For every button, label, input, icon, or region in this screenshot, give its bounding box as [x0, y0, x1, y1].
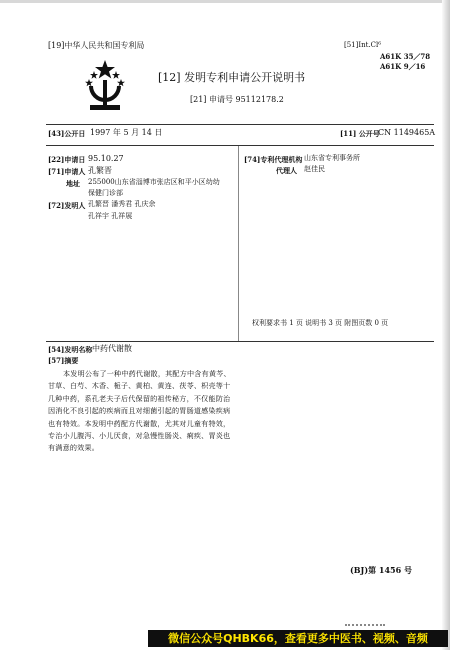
promo-banner: 微信公众号QHBK66，查看更多中医书、视频、音频 — [148, 630, 448, 647]
publication-number: CN 1149465A — [378, 128, 436, 137]
divider — [46, 341, 434, 342]
applicant-label: [71]申请人 — [48, 167, 86, 176]
class-code: A61K 9／16 — [380, 62, 426, 71]
inventor-label: [72]发明人 — [48, 201, 86, 210]
class-code: A61K 35／78 — [380, 52, 431, 61]
agent: 赵佳民 — [304, 165, 325, 173]
invention-title: 中药代谢散 — [92, 344, 132, 353]
publication-number-label: [11] 公开号 — [340, 129, 380, 138]
country-office: [19]中华人民共和国专利局 — [48, 41, 145, 50]
abstract-label: [57]摘要 — [48, 356, 79, 365]
patent-office-emblem-icon — [84, 58, 126, 114]
inventors: 孔繁晋 潘秀君 孔庆余 — [88, 200, 156, 208]
application-number: [21] 申请号 95112178.2 — [190, 95, 284, 104]
abstract-text: 本发明公布了一种中药代谢散，其配方中含有黄芩、甘草、白芍、木香、栀子、黄柏、黄连、茯苓、枳壳等十几种中药，系孔老夫子后代保留的祖传秘方，不仅能防治因消化不良引起的疾病而且对细菌引起的胃肠道感染疾病也有特效。本发明中药配方代谢散，尤其对儿童有特效，专治小儿腹泻、小儿厌食，对急慢性肠炎、痢疾、胃炎也有满意的效果。 — [48, 369, 231, 453]
invention-title-label: [54]发明名称 — [48, 345, 93, 354]
address: 255000山东省淄博市张店区和平小区幼幼 — [88, 178, 220, 186]
scan-edge — [0, 0, 450, 3]
page-count-note: 权利要求书 1 页 说明书 3 页 附图页数 0 页 — [252, 319, 389, 327]
scan-edge — [442, 0, 450, 650]
filing-date: 95.10.27 — [88, 154, 124, 163]
footer-code: (BJ)第 1456 号 — [350, 565, 412, 575]
document-type-title: [12] 发明专利申请公开说明书 — [158, 71, 306, 84]
inventors: 孔祥宇 孔祥展 — [88, 212, 133, 220]
publication-date: 1997 年 5 月 14 日 — [90, 128, 163, 137]
applicant: 孔繁晋 — [88, 166, 112, 175]
filing-date-label: [22]申请日 — [48, 155, 86, 164]
column-divider — [238, 146, 239, 342]
scan-mark — [345, 624, 385, 629]
publication-date-label: [43]公开日 — [48, 129, 86, 138]
agency: 山东省专利事务所 — [304, 154, 360, 162]
agency-label: [74]专利代理机构 — [244, 155, 303, 164]
divider — [46, 145, 434, 146]
address-label: 地址 — [66, 179, 80, 188]
divider — [46, 124, 434, 125]
agent-label: 代理人 — [276, 166, 297, 175]
int-cl-label: [51]Int.Cl⁶ — [344, 41, 382, 49]
address: 保健门诊部 — [88, 189, 123, 197]
